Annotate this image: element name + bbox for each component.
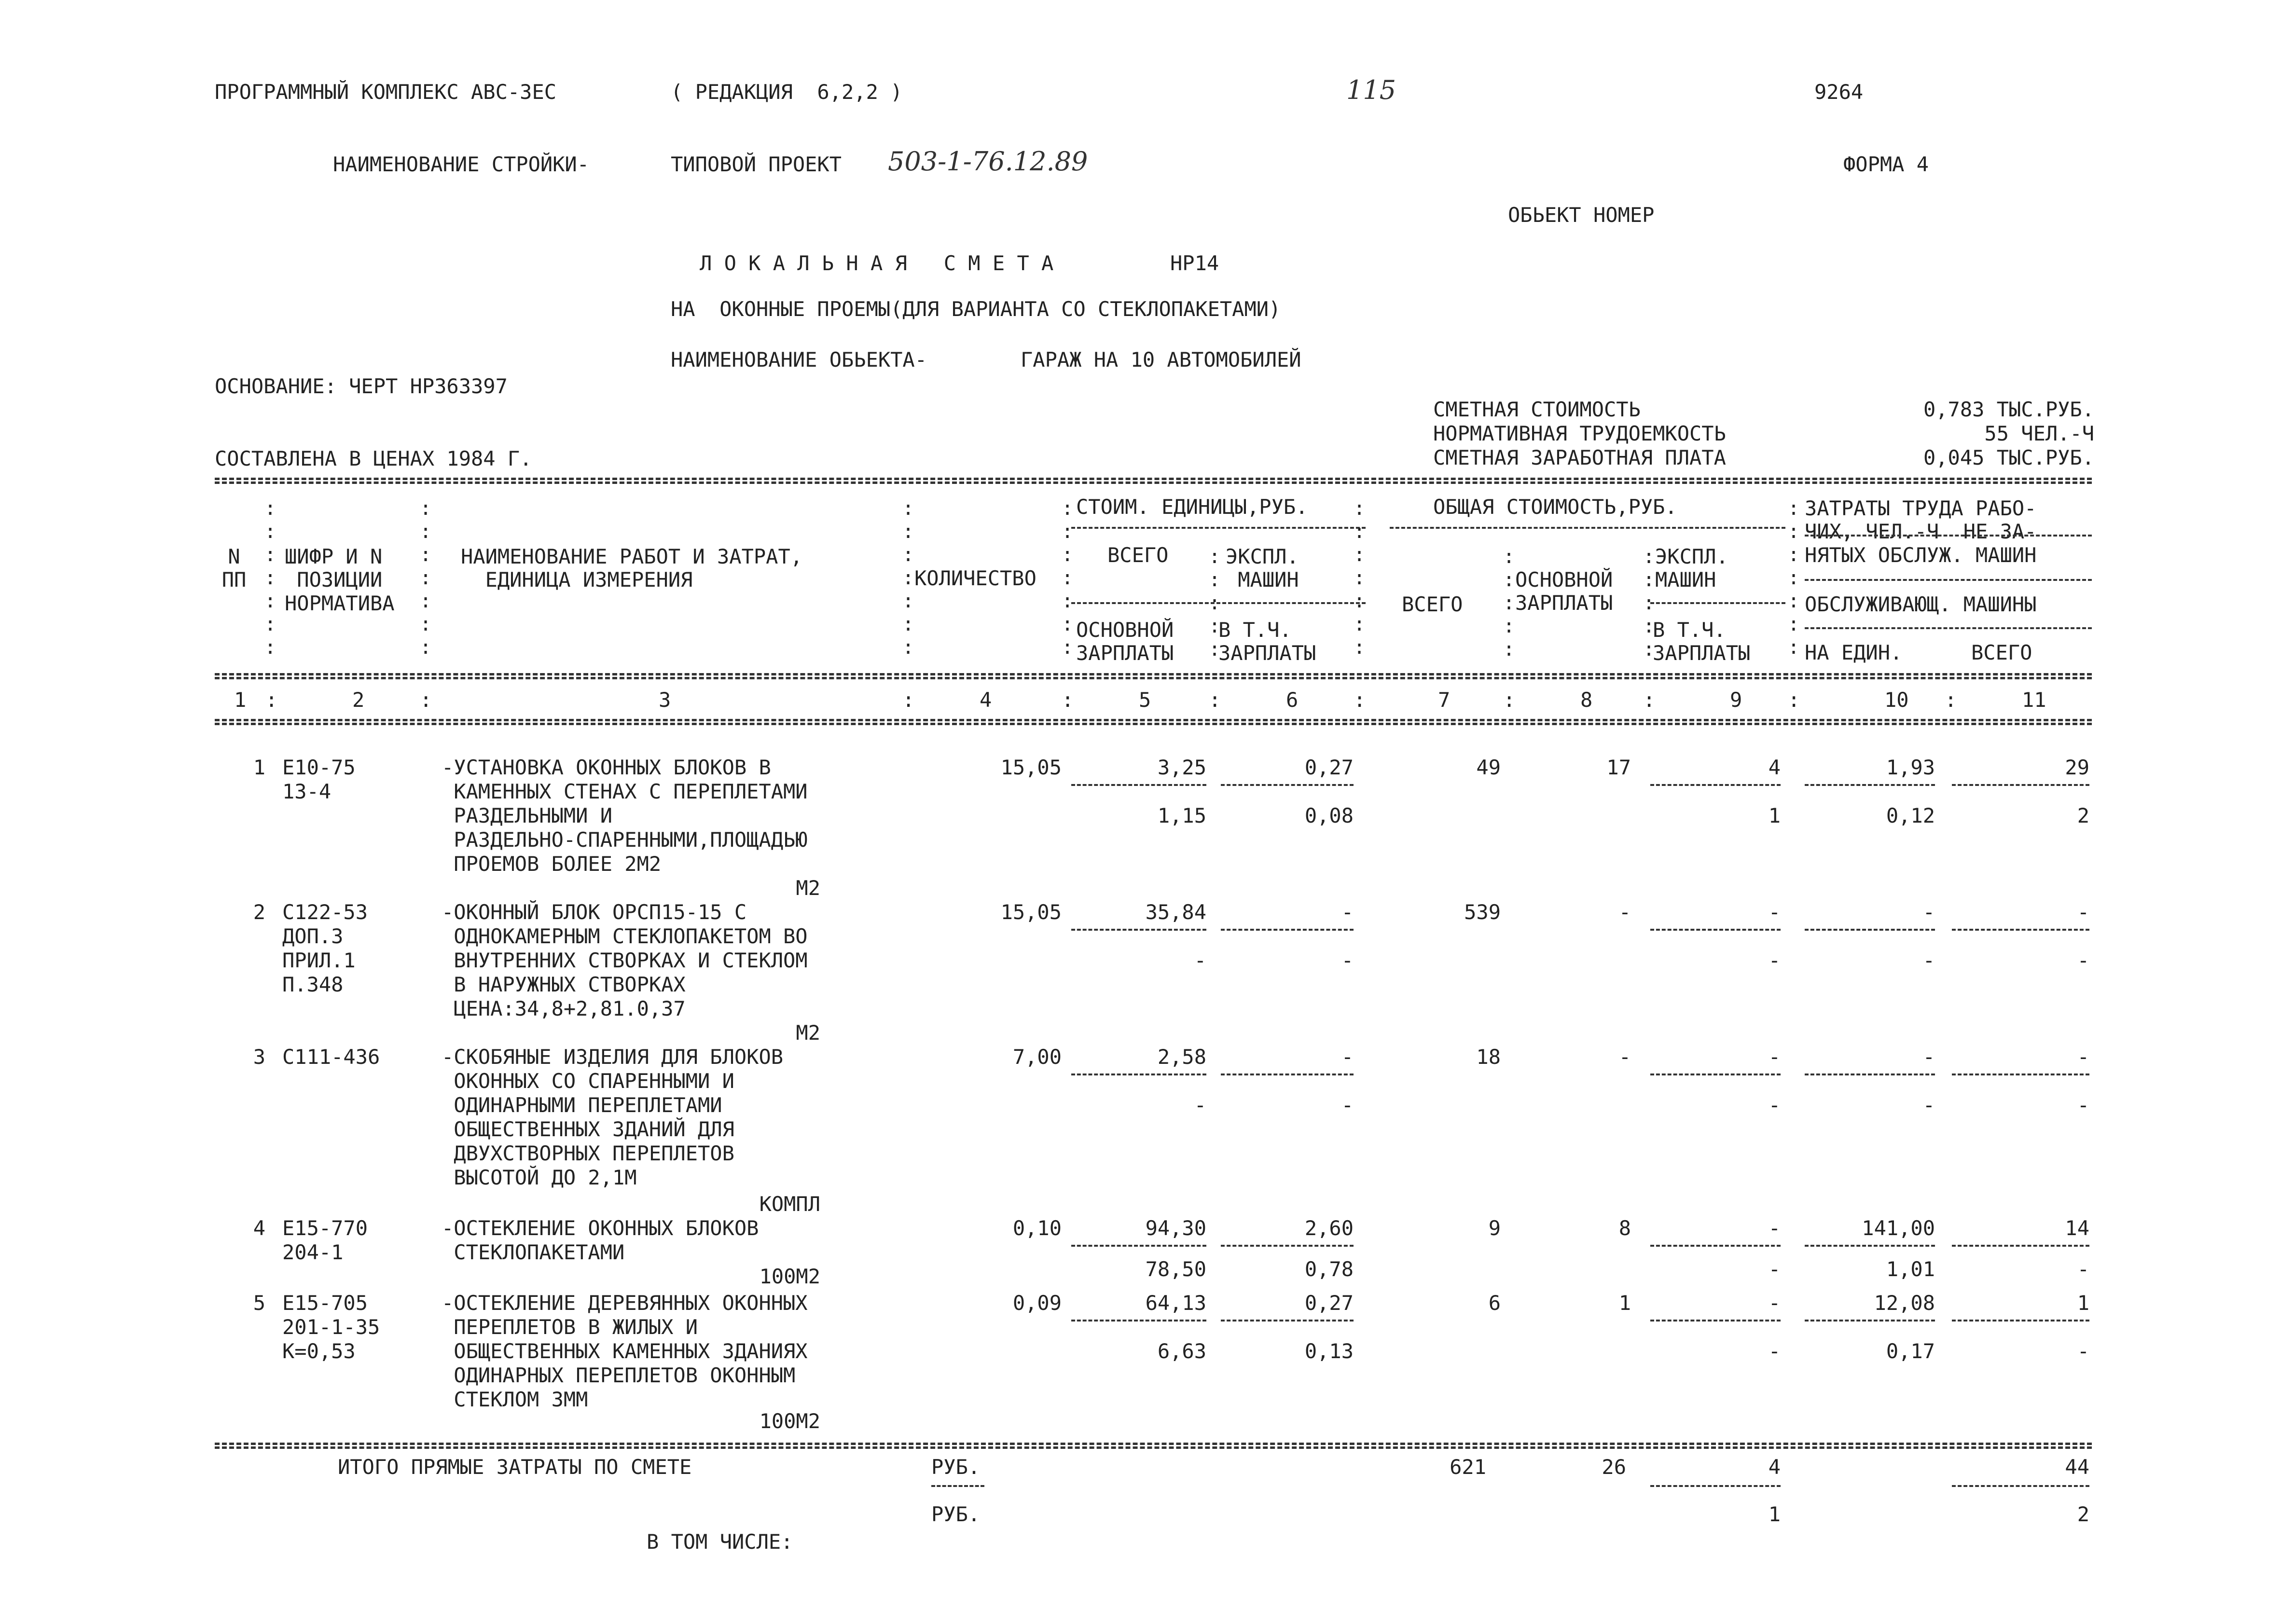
column-number-separator: : — [1643, 688, 1656, 712]
column-number-separator: : — [1503, 688, 1516, 712]
row-labor-per-unit: 141,00 — [1862, 1216, 1935, 1240]
header-bottom-rule-2 — [215, 677, 2092, 679]
row-labor-per-unit: 12,08 — [1874, 1291, 1935, 1315]
row-unit: 100М2 — [759, 1409, 820, 1433]
cell-divider — [1221, 1320, 1354, 1321]
col-header-unit-incl-wage: В Т.Ч. ЗАРПЛАТЫ — [1218, 618, 1316, 665]
totals-machines: 4 — [1768, 1455, 1781, 1479]
row-name: -СКОБЯНЫЕ ИЗДЕЛИЯ ДЛЯ БЛОКОВ ОКОННЫХ СО СПАРЕННЫМИ И ОДИНАРНЫМИ ПЕРЕПЛЕТАМИ ОБЩЕСТВЕННЫХ ЗДАНИЙ ДЛЯ ДВУХСТВОРНЫХ ПЕРЕПЛЕТОВ ВЫСОТОЙ ДО 2,1М — [442, 1045, 784, 1189]
row-labor-serv-unit: - — [1922, 1093, 1935, 1117]
row-labor-all: 1 — [2077, 1291, 2089, 1315]
totals-labor: 44 — [2065, 1455, 2089, 1479]
row-unit-wage: 78,50 — [1145, 1257, 1206, 1281]
header-divider — [1390, 527, 1785, 529]
row-unit-wage: - — [1194, 1093, 1206, 1117]
row-machines-wage: - — [1768, 1093, 1781, 1117]
row-machines-wage: - — [1768, 1339, 1781, 1363]
cell-divider — [1805, 1073, 1935, 1075]
col-header-total: ВСЕГО — [1402, 592, 1463, 616]
row-labor-per-unit: 1,93 — [1886, 756, 1935, 779]
row-total-machines: - — [1768, 900, 1781, 924]
object-label: НАИМЕНОВАНИЕ ОБЬЕКТА- — [671, 348, 927, 372]
column-separator: : : : : : : : — [264, 497, 276, 659]
header-divider — [1805, 579, 2092, 581]
basis-line: ОСНОВАНИЕ: ЧЕРТ НР363397 — [215, 374, 508, 398]
row-labor-all: - — [2077, 900, 2089, 924]
cell-divider — [1071, 929, 1206, 931]
totals-top-rule-2 — [215, 1446, 2092, 1449]
row-unit-incl-wage: 0,13 — [1304, 1339, 1354, 1363]
cell-divider — [1221, 929, 1354, 931]
col-header-labor-all: ВСЕГО — [1971, 641, 2032, 664]
estimate-number: НР14 — [1170, 251, 1219, 275]
form-label: ФОРМА 4 — [1843, 152, 1929, 176]
row-unit-wage: 1,15 — [1157, 804, 1206, 827]
col-header-unit-cost: СТОИМ. ЕДИНИЦЫ,РУБ. — [1076, 495, 1308, 519]
cell-divider — [1805, 784, 1935, 786]
row-number: 1 — [253, 756, 265, 779]
row-unit-total: 35,84 — [1145, 900, 1206, 924]
totals-top-rule — [215, 1443, 2092, 1445]
header-divider — [1805, 535, 2092, 537]
cell-divider — [1650, 1320, 1781, 1321]
program-name: ПРОГРАММНЫЙ КОМПЛЕКС АВС-3ЕС — [215, 80, 557, 104]
summary-label-cost: СМЕТНАЯ СТОИМОСТЬ — [1433, 398, 1641, 421]
column-number-separator: : — [420, 688, 432, 712]
column-number: 4 — [980, 688, 992, 712]
construction-label: НАИМЕНОВАНИЕ СТРОЙКИ- — [333, 152, 590, 176]
column-number: 5 — [1139, 688, 1151, 712]
totals-including: В ТОМ ЧИСЛЕ: — [647, 1530, 793, 1554]
column-separator: : : : : : — [1643, 546, 1655, 661]
header-bottom-rule — [215, 673, 2092, 675]
row-number: 5 — [253, 1291, 265, 1315]
cell-divider — [1221, 1073, 1354, 1075]
cell-divider — [1805, 1320, 1935, 1321]
cell-divider — [1952, 929, 2089, 931]
row-unit-wage: - — [1194, 949, 1206, 972]
object-value: ГАРАЖ НА 10 АВТОМОБИЛЕЙ — [1021, 348, 1301, 372]
row-qty: 15,05 — [1000, 756, 1062, 779]
row-qty: 7,00 — [1012, 1045, 1062, 1069]
cell-divider — [1071, 1073, 1206, 1075]
column-number-separator: : — [265, 688, 278, 712]
project-number-handwritten: 503-1-76.12.89 — [888, 146, 1088, 177]
row-labor-all: - — [2077, 1045, 2089, 1069]
column-separator: : : : : : — [1503, 546, 1515, 661]
column-number-separator: : — [1062, 688, 1074, 712]
row-name: -ОСТЕКЛЕНИЕ ОКОННЫХ БЛОКОВ СТЕКЛОПАКЕТАМИ — [442, 1216, 759, 1264]
row-code: С111-436 — [282, 1045, 380, 1069]
row-unit-machines: - — [1341, 900, 1354, 924]
cell-divider — [1650, 1073, 1781, 1075]
totals-labor-serv: 2 — [2077, 1502, 2089, 1526]
totals-divider — [1952, 1485, 2089, 1487]
cell-divider — [1071, 1245, 1206, 1247]
col-header-total-cost: ОБЩАЯ СТОИМОСТЬ,РУБ. — [1433, 495, 1677, 519]
row-labor-per-unit: - — [1922, 1045, 1935, 1069]
row-total-machines: - — [1768, 1216, 1781, 1240]
col-header-qty: КОЛИЧЕСТВО — [914, 566, 1036, 590]
column-number: 10 — [1884, 688, 1909, 712]
row-code: С122-53 ДОП.3 ПРИЛ.1 П.348 — [282, 900, 368, 996]
row-total: 6 — [1488, 1291, 1501, 1315]
column-separator: : : : : : : : — [1062, 497, 1074, 659]
row-total-wage: 1 — [1618, 1291, 1631, 1315]
col-header-unit-machines: ЭКСПЛ. МАШИН — [1226, 545, 1299, 592]
totals-total: 621 — [1450, 1455, 1486, 1479]
row-qty: 0,10 — [1012, 1216, 1062, 1240]
row-machines-wage: - — [1768, 1257, 1781, 1281]
totals-unit-1: РУБ. — [931, 1455, 981, 1479]
col-header-name: НАИМЕНОВАНИЕ РАБОТ И ЗАТРАТ, ЕДИНИЦА ИЗМЕРЕНИЯ — [461, 545, 803, 592]
row-labor-serv-all: 2 — [2077, 804, 2089, 827]
row-total-wage: - — [1618, 1045, 1631, 1069]
row-total: 539 — [1464, 900, 1501, 924]
summary-label-labor: НОРМАТИВНАЯ ТРУДОЕМКОСТЬ — [1433, 422, 1726, 445]
row-number: 2 — [253, 900, 265, 924]
row-total: 9 — [1488, 1216, 1501, 1240]
cell-divider — [1952, 1245, 2089, 1247]
row-total: 49 — [1476, 756, 1501, 779]
summary-value-wage: 0,045 ТЫС.РУБ. — [1923, 446, 2094, 469]
row-total-machines: 4 — [1768, 756, 1781, 779]
totals-label: ИТОГО ПРЯМЫЕ ЗАТРАТЫ ПО СМЕТЕ — [338, 1455, 692, 1479]
row-qty: 15,05 — [1000, 900, 1062, 924]
table-top-rule-2 — [215, 482, 2092, 484]
cell-divider — [1805, 1245, 1935, 1247]
numbers-bottom-rule — [215, 719, 2092, 721]
table-top-rule — [215, 478, 2092, 480]
row-name: -ОСТЕКЛЕНИЕ ДЕРЕВЯННЫХ ОКОННЫХ ПЕРЕПЛЕТОВ В ЖИЛЫХ И ОБЩЕСТВЕННЫХ КАМЕННЫХ ЗДАНИЯХ ОДИНАРНЫХ ПЕРЕПЛЕТОВ ОКОННЫМ СТЕКЛОМ 3ММ — [442, 1291, 808, 1411]
col-header-labor: ЗАТРАТЫ ТРУДА РАБО- ЧИХ, ЧЕЛ.-Ч НЕ ЗА- НЯТЫХ ОБСЛУЖ. МАШИН — [1805, 496, 2037, 567]
header-divider — [1650, 602, 1785, 604]
row-total-wage: 8 — [1618, 1216, 1631, 1240]
row-qty: 0,09 — [1012, 1291, 1062, 1315]
row-total-wage: 17 — [1606, 756, 1631, 779]
cell-divider — [1071, 784, 1206, 786]
column-number-separator: : — [1354, 688, 1366, 712]
row-name: -УСТАНОВКА ОКОННЫХ БЛОКОВ В КАМЕННЫХ СТЕНАХ С ПЕРЕПЛЕТАМИ РАЗДЕЛЬНЫМИ И РАЗДЕЛЬНО-СПАРЕННЫМИ,ПЛОЩАДЬЮ ПРОЕМОВ БОЛЕЕ 2М2 — [442, 756, 808, 876]
row-name: -ОКОННЫЙ БЛОК ОРСП15-15 С ОДНОКАМЕРНЫМ СТЕКЛОПАКЕТОМ ВО ВНУТРЕННИХ СТВОРКАХ И СТЕКЛОМ В НАРУЖНЫХ СТВОРКАХ ЦЕНА:34,8+2,81.0,37 — [442, 900, 808, 1020]
cell-divider — [1221, 1245, 1354, 1247]
col-header-unit-total: ВСЕГО — [1107, 543, 1169, 567]
document-number: 9264 — [1814, 80, 1864, 104]
row-unit: 100М2 — [759, 1265, 820, 1288]
column-number: 6 — [1286, 688, 1299, 712]
row-code: Е15-705 201-1-35 К=0,53 — [282, 1291, 380, 1363]
totals-divider — [931, 1485, 984, 1487]
row-labor-serv-unit: 0,17 — [1886, 1339, 1935, 1363]
row-unit: М2 — [796, 876, 820, 900]
row-labor-all: 29 — [2065, 756, 2089, 779]
program-edition: ( РЕДАКЦИЯ 6,2,2 ) — [671, 80, 903, 104]
row-unit-total: 94,30 — [1145, 1216, 1206, 1240]
row-number: 3 — [253, 1045, 265, 1069]
totals-unit-2: РУБ. — [931, 1502, 981, 1526]
totals-wage: 26 — [1602, 1455, 1626, 1479]
col-header-per-unit: НА ЕДИН. — [1805, 641, 1903, 664]
column-number: 1 — [234, 688, 247, 712]
row-machines-wage: - — [1768, 949, 1781, 972]
col-header-n: N ПП — [221, 545, 247, 592]
column-number: 11 — [2022, 688, 2046, 712]
row-unit-machines: 0,27 — [1304, 1291, 1354, 1315]
column-number-separator: : — [902, 688, 915, 712]
cell-divider — [1071, 1320, 1206, 1321]
summary-value-labor: 55 ЧЕЛ.-Ч — [1984, 422, 2094, 445]
row-labor-serv-all: - — [2077, 1257, 2089, 1281]
column-number: 3 — [659, 688, 671, 712]
estimate-subtitle: НА ОКОННЫЕ ПРОЕМЫ(ДЛЯ ВАРИАНТА СО СТЕКЛОПАКЕТАМИ) — [671, 297, 1281, 321]
cell-divider — [1952, 784, 2089, 786]
column-separator: : : : : : : : — [902, 497, 914, 659]
row-total-machines: - — [1768, 1291, 1781, 1315]
col-header-total-incl-wage: В Т.Ч. ЗАРПЛАТЫ — [1653, 618, 1751, 665]
row-labor-serv-all: - — [2077, 1339, 2089, 1363]
row-labor-serv-unit: - — [1922, 949, 1935, 972]
row-unit-machines: 2,60 — [1304, 1216, 1354, 1240]
cell-divider — [1650, 1245, 1781, 1247]
row-total-wage: - — [1618, 900, 1631, 924]
header-divider — [1071, 527, 1366, 529]
row-machines-wage: 1 — [1768, 804, 1781, 827]
row-unit-wage: 6,63 — [1157, 1339, 1206, 1363]
column-separator: : : : : : : : — [1354, 497, 1366, 659]
column-separator: : : : : : : : — [1788, 497, 1800, 659]
totals-machines-wage: 1 — [1768, 1502, 1781, 1526]
row-code: Е15-770 204-1 — [282, 1216, 368, 1264]
row-unit: М2 — [796, 1021, 820, 1045]
col-header-total-wage: ОСНОВНОЙ ЗАРПЛАТЫ — [1515, 568, 1613, 615]
header-divider — [1805, 627, 2092, 629]
row-code: Е10-75 13-4 — [282, 756, 356, 803]
row-unit-machines: - — [1341, 1045, 1354, 1069]
cell-divider — [1221, 784, 1354, 786]
row-total: 18 — [1476, 1045, 1501, 1069]
column-separator: : : : : : : : — [420, 497, 432, 659]
cell-divider — [1650, 784, 1781, 786]
row-unit-total: 3,25 — [1157, 756, 1206, 779]
row-labor-per-unit: - — [1922, 900, 1935, 924]
col-header-total-machines: ЭКСПЛ. МАШИН — [1655, 545, 1728, 592]
object-number-label: ОБЬЕКТ НОМЕР — [1508, 203, 1655, 227]
cell-divider — [1952, 1320, 2089, 1321]
column-number-separator: : — [1945, 688, 1957, 712]
row-total-machines: - — [1768, 1045, 1781, 1069]
prices-line: СОСТАВЛЕНА В ЦЕНАХ 1984 Г. — [215, 447, 532, 470]
column-number-separator: : — [1209, 688, 1221, 712]
row-unit-incl-wage: 0,08 — [1304, 804, 1354, 827]
col-header-unit-wage: ОСНОВНОЙ ЗАРПЛАТЫ — [1076, 618, 1174, 665]
cell-divider — [1650, 929, 1781, 931]
totals-divider — [1650, 1485, 1781, 1487]
column-number: 9 — [1730, 688, 1742, 712]
row-unit-total: 2,58 — [1157, 1045, 1206, 1069]
cell-divider — [1805, 929, 1935, 931]
row-unit-incl-wage: - — [1341, 949, 1354, 972]
row-labor-all: 14 — [2065, 1216, 2089, 1240]
row-unit: КОМПЛ — [759, 1192, 820, 1216]
row-unit-incl-wage: 0,78 — [1304, 1257, 1354, 1281]
page-number: 115 — [1346, 75, 1396, 105]
row-labor-serv-unit: 0,12 — [1886, 804, 1935, 827]
row-unit-total: 64,13 — [1145, 1291, 1206, 1315]
col-header-code: ШИФР И N ПОЗИЦИИ НОРМАТИВА — [285, 545, 395, 615]
row-number: 4 — [253, 1216, 265, 1240]
column-number: 8 — [1580, 688, 1593, 712]
row-labor-serv-unit: 1,01 — [1886, 1257, 1935, 1281]
column-number: 7 — [1438, 688, 1451, 712]
summary-value-cost: 0,783 ТЫС.РУБ. — [1923, 398, 2094, 421]
construction-value: ТИПОВОЙ ПРОЕКТ — [671, 152, 842, 176]
cell-divider — [1952, 1073, 2089, 1075]
column-separator: : : : : : — [1209, 546, 1221, 661]
column-number: 2 — [352, 688, 365, 712]
numbers-bottom-rule-2 — [215, 723, 2092, 725]
row-labor-serv-all: - — [2077, 949, 2089, 972]
col-header-labor-serv: ОБСЛУЖИВАЮЩ. МАШИНЫ — [1805, 592, 2037, 616]
row-unit-incl-wage: - — [1341, 1093, 1354, 1117]
row-unit-machines: 0,27 — [1304, 756, 1354, 779]
estimate-title: Л О К А Л Ь Н А Я С М Е Т А — [700, 251, 1054, 275]
summary-label-wage: СМЕТНАЯ ЗАРАБОТНАЯ ПЛАТА — [1433, 446, 1726, 469]
row-labor-serv-all: - — [2077, 1093, 2089, 1117]
column-number-separator: : — [1788, 688, 1800, 712]
